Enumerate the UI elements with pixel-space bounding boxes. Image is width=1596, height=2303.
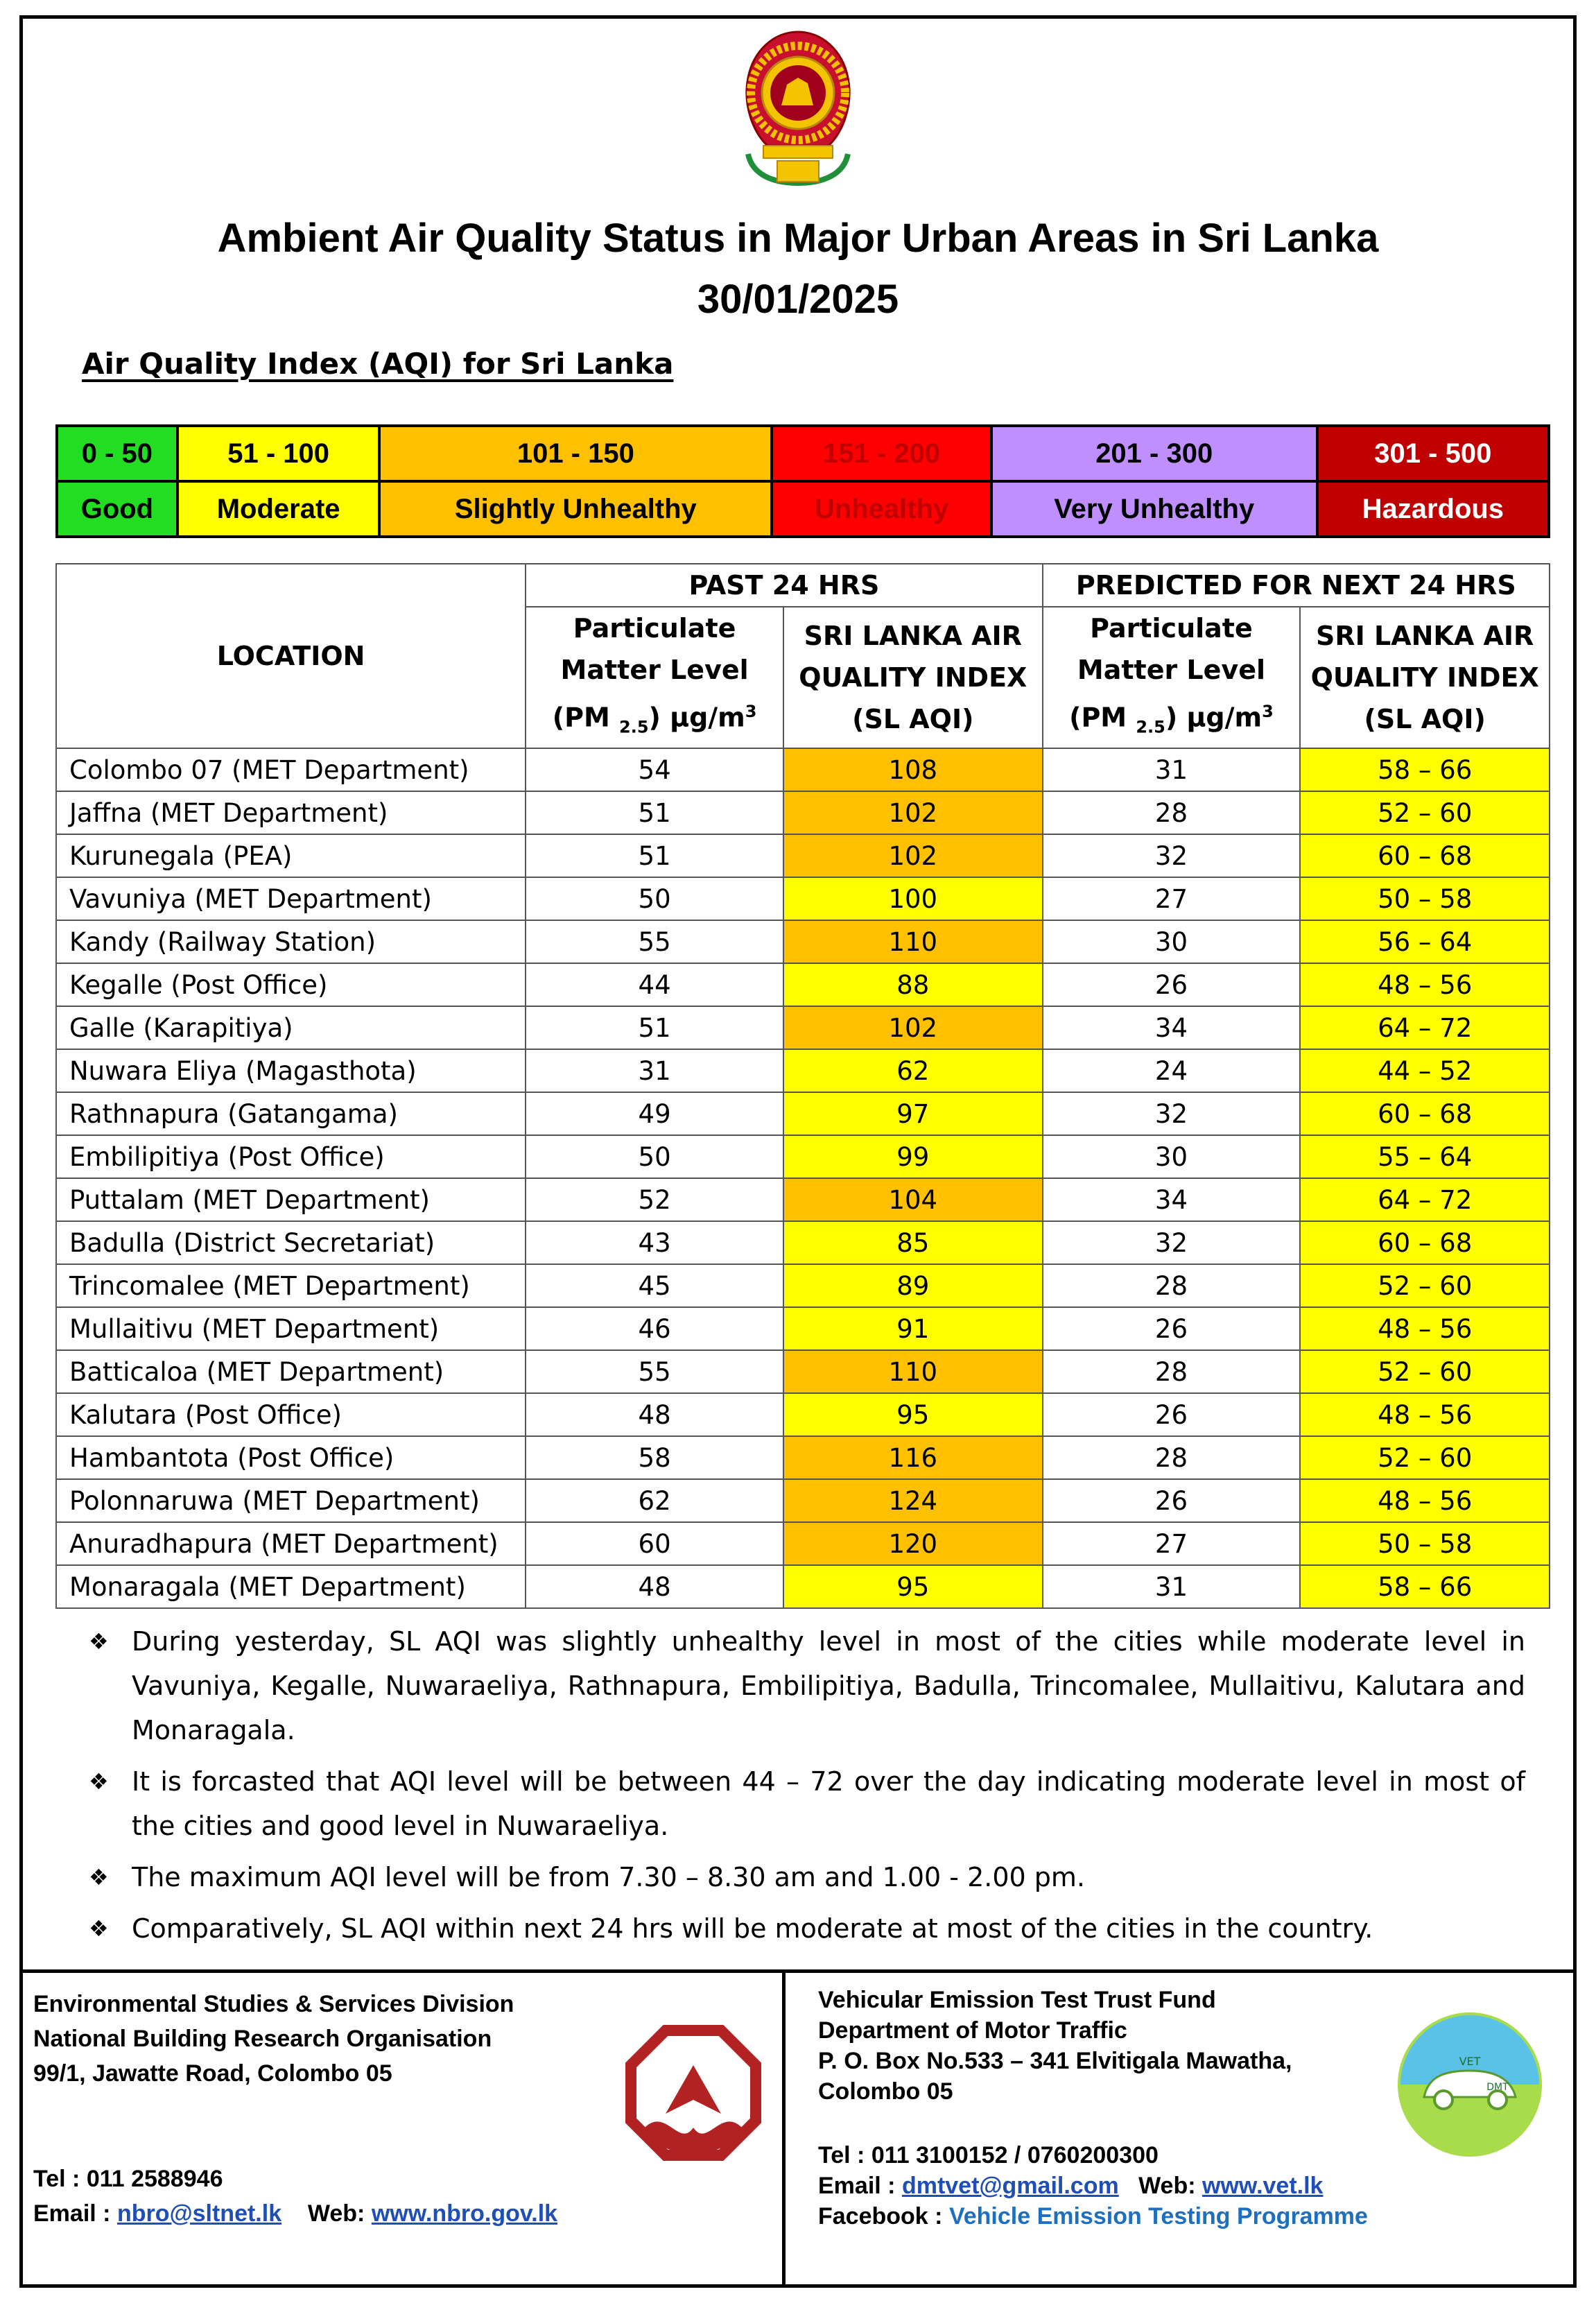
pm-past-cell: 45: [526, 1264, 783, 1307]
pm-next-cell: 27: [1043, 877, 1301, 920]
location-header: LOCATION: [56, 564, 526, 748]
location-cell: Galle (Karapitiya): [56, 1006, 526, 1049]
aqi-legend: [55, 424, 1550, 538]
pm-past-cell: 51: [526, 1006, 783, 1049]
pm-next-cell: 28: [1043, 1350, 1301, 1393]
pm-next-cell: 28: [1043, 1436, 1301, 1479]
pm-next-cell: 26: [1043, 1479, 1301, 1522]
vet-web-link[interactable]: www.vet.lk: [1202, 2173, 1324, 2199]
pm-next-cell: 28: [1043, 1264, 1301, 1307]
pm-next-cell: 24: [1043, 1049, 1301, 1092]
location-cell: Vavuniya (MET Department): [56, 877, 526, 920]
predicted-24-hrs-header: PREDICTED FOR NEXT 24 HRS: [1043, 564, 1550, 607]
pm-past-cell: 44: [526, 963, 783, 1006]
aqi-table: [55, 563, 1550, 1609]
nbro-web-link[interactable]: www.nbro.gov.lk: [371, 2200, 558, 2227]
pm-next-cell: 32: [1043, 1221, 1301, 1264]
table-row: [56, 920, 1550, 963]
table-row: [56, 748, 1550, 791]
aqi-past-cell: 102: [783, 1006, 1043, 1049]
pm-next-cell: 27: [1043, 1522, 1301, 1565]
pm-next-header: Particulate Matter Level (PM $_{2.5}$) $\mu g/m^3$: [1043, 607, 1301, 748]
aqi-past-cell: 97: [783, 1092, 1043, 1135]
aqi-past-cell: 108: [783, 748, 1043, 791]
location-cell: Rathnapura (Gatangama): [56, 1092, 526, 1135]
pm-next-cell: 32: [1043, 1092, 1301, 1135]
location-cell: Mullaitivu (MET Department): [56, 1307, 526, 1350]
vet-tel: Tel : 011 3100152 / 0760200300: [818, 2142, 1159, 2168]
location-cell: Colombo 07 (MET Department): [56, 748, 526, 791]
pm-past-cell: 51: [526, 791, 783, 834]
pm-next-cell: 30: [1043, 920, 1301, 963]
aqi-next-cell: 60 – 68: [1300, 1092, 1550, 1135]
aqi-past-cell: 104: [783, 1178, 1043, 1221]
location-cell: Kandy (Railway Station): [56, 920, 526, 963]
legend-range: 101 - 150: [379, 426, 772, 481]
pm-past-cell: 55: [526, 1350, 783, 1393]
aqi-past-cell: 85: [783, 1221, 1043, 1264]
pm-past-cell: 49: [526, 1092, 783, 1135]
pm-next-cell: 28: [1043, 791, 1301, 834]
table-row: [56, 1436, 1550, 1479]
table-row: [56, 1393, 1550, 1436]
aqi-past-cell: 95: [783, 1565, 1043, 1608]
location-cell: Hambantota (Post Office): [56, 1436, 526, 1479]
pm-past-cell: 43: [526, 1221, 783, 1264]
pm-next-cell: 30: [1043, 1135, 1301, 1178]
aqi-past-header: SRI LANKA AIR QUALITY INDEX (SL AQI): [783, 607, 1043, 748]
document-title: Ambient Air Quality Status in Major Urban Areas in Sri Lanka: [217, 216, 1379, 261]
nbro-tel: Tel : 011 2588946: [33, 2166, 223, 2192]
legend-range: 151 - 200: [772, 426, 991, 481]
table-row: [56, 834, 1550, 877]
nbro-address: 99/1, Jawatte Road, Colombo 05: [33, 2060, 392, 2087]
document-date: 30/01/2025: [697, 277, 899, 322]
pm-past-cell: 46: [526, 1307, 783, 1350]
aqi-past-cell: 91: [783, 1307, 1043, 1350]
location-cell: Puttalam (MET Department): [56, 1178, 526, 1221]
table-row: [56, 1049, 1550, 1092]
legend-label: Slightly Unhealthy: [379, 481, 772, 537]
nbro-name: National Building Research Organisation: [33, 2026, 492, 2052]
aqi-next-cell: 52 – 60: [1300, 791, 1550, 834]
aqi-next-cell: 60 – 68: [1300, 1221, 1550, 1264]
aqi-subtitle: Air Quality Index (AQI) for Sri Lanka: [82, 347, 674, 381]
legend-label: Hazardous: [1317, 481, 1549, 537]
legend-label: Good: [57, 481, 177, 537]
pm-past-cell: 62: [526, 1479, 783, 1522]
vet-fund: Vehicular Emission Test Trust Fund: [818, 1987, 1216, 2013]
location-cell: Embilipitiya (Post Office): [56, 1135, 526, 1178]
pm-next-cell: 34: [1043, 1178, 1301, 1221]
vet-department: Department of Motor Traffic: [818, 2017, 1127, 2044]
aqi-next-cell: 64 – 72: [1300, 1178, 1550, 1221]
pm-past-cell: 51: [526, 834, 783, 877]
aqi-next-cell: 60 – 68: [1300, 834, 1550, 877]
pm-past-cell: 50: [526, 1135, 783, 1178]
note-item: ❖ It is forcasted that AQI level will be between 44 – 72 over the day indicating moderate level in most of the cities and good level in Nuwaraeliya.: [132, 1759, 1525, 1848]
table-row: [56, 1479, 1550, 1522]
nbro-email-link[interactable]: nbro@sltnet.lk: [116, 2200, 282, 2227]
aqi-past-cell: 102: [783, 834, 1043, 877]
location-cell: Batticaloa (MET Department): [56, 1350, 526, 1393]
nbro-logo-icon: [624, 2024, 763, 2169]
legend-label: Moderate: [177, 481, 380, 537]
pm-next-cell: 26: [1043, 1307, 1301, 1350]
location-cell: Kurunegala (PEA): [56, 834, 526, 877]
summary-notes: [132, 1619, 1525, 1958]
aqi-next-cell: 48 – 56: [1300, 1479, 1550, 1522]
location-cell: Nuwara Eliya (Magasthota): [56, 1049, 526, 1092]
pm-past-cell: 50: [526, 877, 783, 920]
nbro-contact: Email : nbro@sltnet.lk Web: www.nbro.gov.lk: [33, 2200, 558, 2227]
pm-past-cell: 48: [526, 1565, 783, 1608]
table-row: [56, 877, 1550, 920]
aqi-past-cell: 88: [783, 963, 1043, 1006]
aqi-next-cell: 48 – 56: [1300, 1393, 1550, 1436]
aqi-past-cell: 110: [783, 1350, 1043, 1393]
aqi-past-cell: 110: [783, 920, 1043, 963]
vet-address: P. O. Box No.533 – 341 Elvitigala Mawatha,: [818, 2048, 1292, 2074]
aqi-next-cell: 44 – 52: [1300, 1049, 1550, 1092]
location-cell: Anuradhapura (MET Department): [56, 1522, 526, 1565]
aqi-past-cell: 120: [783, 1522, 1043, 1565]
footer-divider: [782, 1969, 786, 2288]
aqi-past-cell: 89: [783, 1264, 1043, 1307]
vet-facebook-link[interactable]: Vehicle Emission Testing Programme: [948, 2203, 1368, 2229]
table-row: [56, 1565, 1550, 1608]
location-cell: Trincomalee (MET Department): [56, 1264, 526, 1307]
table-row: [56, 1178, 1550, 1221]
pm-past-cell: 60: [526, 1522, 783, 1565]
pm-next-cell: 26: [1043, 1393, 1301, 1436]
nbro-division: Environmental Studies & Services Division: [33, 1991, 514, 2017]
table-row: [56, 1135, 1550, 1178]
pm-next-cell: 31: [1043, 1565, 1301, 1608]
location-cell: Polonnaruwa (MET Department): [56, 1479, 526, 1522]
aqi-next-cell: 48 – 56: [1300, 963, 1550, 1006]
location-cell: Badulla (District Secretariat): [56, 1221, 526, 1264]
table-row: [56, 1307, 1550, 1350]
aqi-next-cell: 52 – 60: [1300, 1350, 1550, 1393]
legend-label: Unhealthy: [772, 481, 991, 537]
location-cell: Monaragala (MET Department): [56, 1565, 526, 1608]
aqi-next-header: SRI LANKA AIR QUALITY INDEX (SL AQI): [1300, 607, 1550, 748]
svg-text:VET: VET: [1459, 2055, 1481, 2068]
aqi-past-cell: 100: [783, 877, 1043, 920]
aqi-next-cell: 52 – 60: [1300, 1436, 1550, 1479]
pm-next-cell: 34: [1043, 1006, 1301, 1049]
aqi-past-cell: 102: [783, 791, 1043, 834]
table-row: [56, 1264, 1550, 1307]
vet-contact: Email : dmtvet@gmail.com Web: www.vet.lk: [818, 2173, 1324, 2199]
aqi-next-cell: 50 – 58: [1300, 1522, 1550, 1565]
aqi-past-cell: 116: [783, 1436, 1043, 1479]
aqi-past-cell: 99: [783, 1135, 1043, 1178]
legend-range: 0 - 50: [57, 426, 177, 481]
pm-next-cell: 31: [1043, 748, 1301, 791]
aqi-next-cell: 50 – 58: [1300, 877, 1550, 920]
pm-past-cell: 55: [526, 920, 783, 963]
aqi-past-cell: 62: [783, 1049, 1043, 1092]
legend-range: 201 - 300: [991, 426, 1317, 481]
location-cell: Kalutara (Post Office): [56, 1393, 526, 1436]
sri-lanka-emblem-icon: [738, 29, 858, 190]
legend-range: 51 - 100: [177, 426, 380, 481]
pm-past-cell: 54: [526, 748, 783, 791]
note-item: ❖ During yesterday, SL AQI was slightly unhealthy level in most of the cities while moderate level in Vavuniya, Kegalle, Nuwaraeliya, Rathnapura, Embilipitiya, Badulla, Trincomalee, Mullaitivu, Kalutara and Monaragala.: [132, 1619, 1525, 1752]
aqi-next-cell: 52 – 60: [1300, 1264, 1550, 1307]
aqi-next-cell: 48 – 56: [1300, 1307, 1550, 1350]
table-row: [56, 791, 1550, 834]
pm-past-cell: 48: [526, 1393, 783, 1436]
table-row: [56, 1092, 1550, 1135]
vet-email-link[interactable]: dmtvet@gmail.com: [901, 2173, 1119, 2199]
past-24-hrs-header: PAST 24 HRS: [526, 564, 1042, 607]
table-row: [56, 1522, 1550, 1565]
vet-logo-icon: [1394, 2008, 1546, 2161]
table-row: [56, 1006, 1550, 1049]
pm-next-cell: 32: [1043, 834, 1301, 877]
aqi-next-cell: 64 – 72: [1300, 1006, 1550, 1049]
aqi-next-cell: 58 – 66: [1300, 1565, 1550, 1608]
location-cell: Jaffna (MET Department): [56, 791, 526, 834]
legend-range: 301 - 500: [1317, 426, 1549, 481]
legend-label: Very Unhealthy: [991, 481, 1317, 537]
aqi-past-cell: 95: [783, 1393, 1043, 1436]
pm-past-cell: 52: [526, 1178, 783, 1221]
note-item: ❖ Comparatively, SL AQI within next 24 hrs will be moderate at most of the cities in the country.: [132, 1906, 1525, 1951]
svg-text:★: ★: [686, 2097, 701, 2116]
note-item: ❖ The maximum AQI level will be from 7.30 – 8.30 am and 1.00 - 2.00 pm.: [132, 1855, 1525, 1899]
svg-text:DMT: DMT: [1486, 2082, 1509, 2093]
pm-past-header: Particulate Matter Level (PM $_{2.5}$) $\mu g/m^3$: [526, 607, 783, 748]
aqi-next-cell: 58 – 66: [1300, 748, 1550, 791]
pm-past-cell: 31: [526, 1049, 783, 1092]
table-row: [56, 963, 1550, 1006]
pm-past-cell: 58: [526, 1436, 783, 1479]
table-row: [56, 1350, 1550, 1393]
pm-next-cell: 26: [1043, 963, 1301, 1006]
vet-city: Colombo 05: [818, 2078, 953, 2105]
aqi-next-cell: 55 – 64: [1300, 1135, 1550, 1178]
vet-facebook: Facebook : Vehicle Emission Testing Programme: [818, 2203, 1368, 2229]
location-cell: Kegalle (Post Office): [56, 963, 526, 1006]
aqi-past-cell: 124: [783, 1479, 1043, 1522]
table-row: [56, 1221, 1550, 1264]
aqi-next-cell: 56 – 64: [1300, 920, 1550, 963]
